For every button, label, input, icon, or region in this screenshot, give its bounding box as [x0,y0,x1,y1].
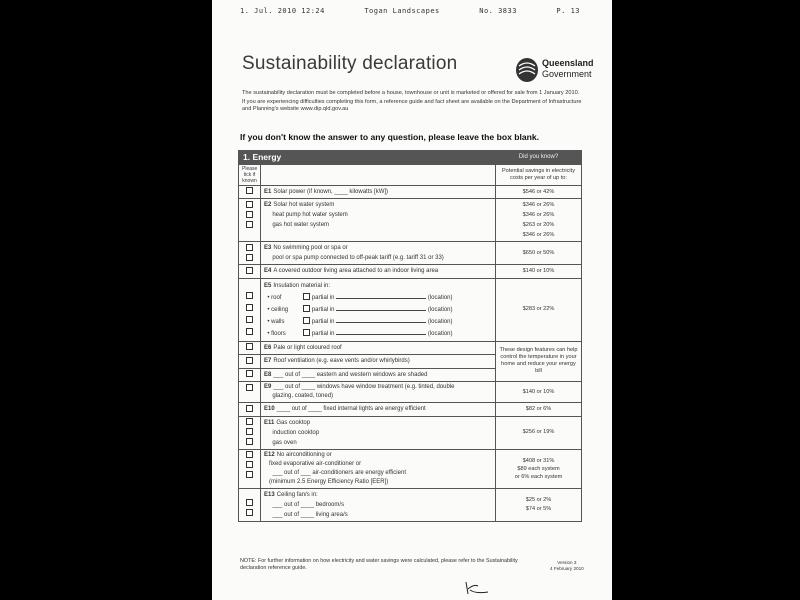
fax-page: P. 13 [556,7,580,15]
row-text: A covered outdoor living area attached to an indoor living area [273,268,439,274]
energy-table [238,150,582,522]
version-line1: Version 3 [557,560,577,565]
location-label: (location) [427,294,453,301]
row-text: gas oven [272,439,297,446]
checkbox-e13-living[interactable] [246,509,253,516]
table-row [239,403,582,417]
row-text: Ceiling fan/s in: [276,491,318,498]
row-code: E6 [264,344,272,351]
logo-line1: Queensland [542,58,594,68]
row-text: ____ out of ____ fixed internal lights are energy efficient [276,406,426,412]
row-code: E8 [264,371,272,378]
checkbox-e5-roof[interactable] [246,292,253,299]
saving-value: $82 or 6% [496,403,582,417]
row-text: ___ out of ____ windows have window treatment (e.g. tinted, double [273,384,455,390]
checkbox-e1[interactable] [246,187,253,194]
row-text: Solar hot water system [273,202,335,208]
checkbox-e2-solar[interactable] [246,201,253,208]
saving-value: or 6% each system [514,473,563,480]
row-text: induction cooktop [272,429,320,436]
saving-value: $650 or 50% [496,242,582,265]
row-code: E5 [264,282,272,289]
row-text: No airconditioning or [276,451,332,458]
did-you-know-header: Did you know? [496,151,582,165]
saving-value: $140 or 10% [496,382,582,403]
row-text: (minimum 2.5 Energy Efficiency Ratio [EER]) [269,478,389,485]
checkbox-e12-efficient[interactable] [246,471,253,478]
crest-icon [514,56,540,84]
row-text: ___ out of ____ bedroom/s [272,501,345,508]
partial-label: partial in [311,306,335,313]
instruction-headline: If you don't know the answer to any question, please leave the box blank. [240,132,540,142]
saving-value: $25 or 2% [525,496,552,503]
checkbox-e2-gas[interactable] [246,221,253,228]
checkbox-e2-heatpump[interactable] [246,211,253,218]
location-label: (location) [427,330,453,337]
saving-value: $263 or 20% [522,222,555,228]
checkbox-e5-floors[interactable] [246,328,253,335]
checkbox-e11-gascooktop[interactable] [246,418,253,425]
fax-header [240,7,580,15]
saving-value: $256 or 19% [496,416,582,449]
checkbox-partial-walls[interactable] [303,317,310,324]
row-code: E4 [264,268,272,274]
checkbox-e12-noac[interactable] [246,451,253,458]
logo-line2: Government [542,69,592,79]
insulation-item: floors [271,330,286,337]
checkbox-e9[interactable] [246,384,253,391]
savings-header: Potential savings in electricity costs per year of up to: [496,164,582,185]
footnote: NOTE: For further information on how electricity and water savings were calculated, please refer to the Sustainability declaration reference guide. [240,558,518,571]
intro-paragraph-2: If you are experiencing difficulties completing this form, a reference guide and fact sheet are available on the Department of Infrastructure and Planning's website www.dip.qld.gov.au [242,99,582,112]
table-row [239,341,582,355]
checkbox-e4[interactable] [246,267,253,274]
checkbox-partial-floors[interactable] [303,329,310,336]
row-text: No swimming pool or spa or [273,245,348,251]
checkbox-e5-ceiling[interactable] [246,304,253,311]
table-row [239,416,582,449]
table-row [239,185,582,199]
row-text: ___ out of ____ eastern and western windows are shaded [273,371,428,378]
table-row [239,488,582,521]
insulation-item: roof [271,294,282,301]
location-field-roof[interactable] [336,292,426,299]
checkbox-e3-offpeak[interactable] [246,254,253,261]
row-code: E12 [264,451,275,458]
checkbox-e3-nopool[interactable] [246,244,253,251]
row-text: Insulation material in: [273,282,331,289]
fax-sender: Togan Landscapes [364,7,440,15]
partial-label: partial in [311,330,335,337]
saving-value: $89 each system [517,465,560,472]
table-row [239,382,582,403]
row-code: E10 [264,406,275,412]
checkbox-e7[interactable] [246,357,253,364]
saving-value: $546 or 42% [496,185,582,199]
tick-header: Please tick if known [239,164,261,185]
row-text: ___ out of ___ air-conditioners are energy efficient [272,469,406,476]
row-code: E1 [264,188,272,195]
checkbox-e11-gasoven[interactable] [246,438,253,445]
table-row [239,449,582,488]
blank-header [261,164,496,185]
row-text: Pale or light coloured roof [273,344,342,351]
row-text: glazing, coated, toned) [272,393,334,399]
fax-number: No. 3833 [479,7,517,15]
section-title: 1. Energy [239,151,496,165]
row-text: ___ out of ____ living area/s [272,511,348,518]
checkbox-e11-induction[interactable] [246,428,253,435]
insulation-item: ceiling [271,306,289,313]
intro-text [242,90,582,115]
row-text: fixed evaporative air-conditioner or [269,460,362,467]
saving-value: $408 or 31% [522,457,555,464]
table-row: E5 Insulation material in: • roof partial in (location) • ceiling partial in (location) • walls partial in (location) • floors partial in (location) $283 or 22% [239,278,582,341]
location-label: (location) [427,306,453,313]
row-code: E9 [264,384,272,390]
row-code: E11 [264,419,275,426]
table-row [239,199,582,242]
location-field-ceiling[interactable] [336,304,426,311]
partial-label: partial in [311,318,335,325]
intro-paragraph-1: The sustainability declaration must be completed before a house, townhouse or unit is marketed or offered for sale from 1 January 2010. [242,90,580,96]
row-text: Roof ventilation (e.g. eave vents and/or whirlybirds) [273,358,410,364]
row-text: pool or spa pump connected to off-peak tariff (e.g. tariff 31 or 33) [272,255,444,261]
checkbox-partial-ceiling[interactable] [303,305,310,312]
location-label: (location) [427,318,453,325]
queensland-logo [514,56,594,86]
row-text: Solar power (if known, ____ kilowatts [kW]) [273,188,389,195]
row-code: E2 [264,202,272,208]
location-field-walls[interactable] [336,316,426,323]
checkbox-e5-walls[interactable] [246,316,253,323]
checkbox-e8[interactable] [246,370,253,377]
row-code: E3 [264,245,272,251]
row-text: gas hot water system [272,222,330,228]
row-code: E13 [264,491,275,498]
table-row [239,242,582,265]
checkbox-e6[interactable] [246,343,253,350]
checkbox-e13-bedroom[interactable] [246,499,253,506]
saving-value: $74 or 5% [525,505,552,512]
checkbox-e10[interactable] [246,405,253,412]
saving-value: $283 or 22% [496,278,582,341]
saving-value: $346 or 26% [522,232,555,238]
row-text: heat pump hot water system [272,212,348,218]
location-field-floors[interactable] [336,328,426,335]
checkbox-e12-evaporative[interactable] [246,461,253,468]
row-code: E7 [264,358,272,364]
table-row [239,265,582,279]
version-info [550,560,584,572]
design-note: These design features can help control the temperature in your home and reduce your energy bill [496,341,582,382]
checkbox-partial-roof[interactable] [303,293,310,300]
saving-value: $140 or 10% [496,265,582,279]
partial-label: partial in [311,294,335,301]
insulation-item: walls [271,318,285,325]
saving-value: $346 or 26% [522,212,555,218]
version-line2: 4 February 2010 [550,566,584,571]
fax-date: 1. Jul. 2010 12:24 [240,7,325,15]
row-text: Gas cooktop [276,419,311,426]
saving-value: $346 or 26% [522,202,555,208]
declaration-page [212,0,612,600]
initials-mark [462,580,492,596]
page-title: Sustainability declaration [242,53,458,74]
